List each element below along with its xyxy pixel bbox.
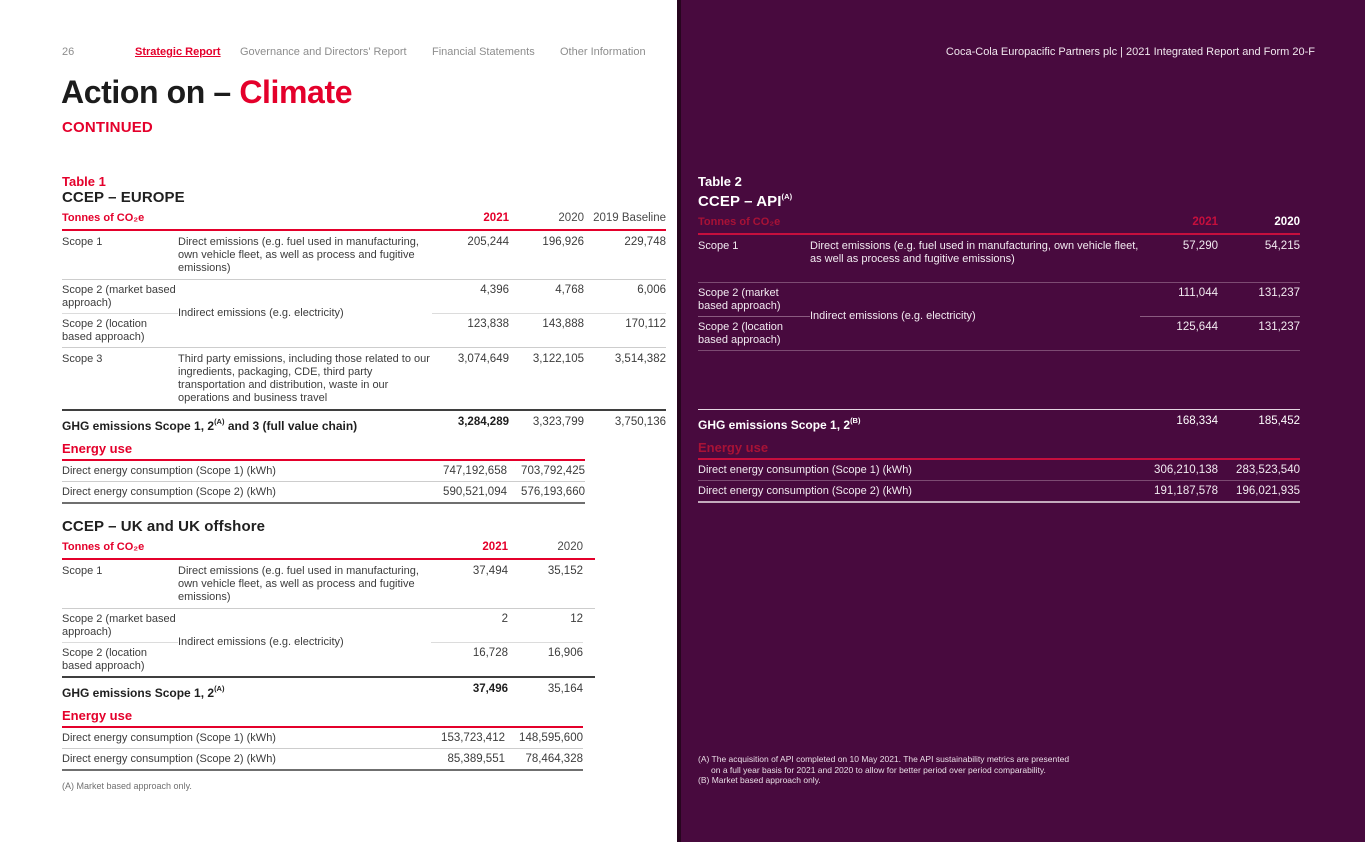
nav-item-strategic-report[interactable]: Strategic Report (135, 46, 221, 58)
table-row (62, 482, 585, 504)
col-2019-baseline: 2019 Baseline (593, 212, 666, 224)
value-2020: 54,215 (1264, 240, 1300, 252)
row-desc: Direct emissions (e.g. fuel used in manufacturing, own vehicle fleet, as well as process and fugitive emissions) (810, 240, 1139, 265)
value-2020: 196,021,935 (1236, 485, 1300, 497)
value-2020: 283,523,540 (1236, 464, 1300, 476)
spacer (698, 351, 1300, 409)
scope2-merged-rows (62, 609, 595, 678)
col-2021: 2021 (482, 541, 508, 553)
row-desc: Indirect emissions (e.g. electricity) (810, 310, 976, 322)
value-2021: 37,494 (472, 565, 508, 577)
footnote: (A) Market based approach only. (62, 781, 192, 791)
footnote-marker: (A) (214, 417, 225, 426)
table2-tag: Table 2 (698, 174, 742, 189)
scope2-merged-rows (698, 283, 1300, 351)
col-2021: 2021 (1192, 216, 1218, 228)
footnote-marker: (A) (781, 192, 793, 201)
row-label: Scope 3 (62, 353, 103, 365)
page-number: 26 (62, 46, 75, 58)
nav-item-other-information[interactable]: Other Information (560, 46, 646, 58)
row-label: Direct energy consumption (Scope 1) (kWh) (698, 464, 912, 476)
row-label: Scope 1 (698, 240, 739, 252)
table2-header-row (698, 214, 1300, 235)
value-2021: 37,496 (472, 683, 508, 695)
value-2020: 3,122,105 (532, 353, 584, 365)
table1-tag: Table 1 (62, 174, 106, 189)
value-2021: 3,284,289 (457, 416, 509, 428)
ghg-total-row (698, 409, 1300, 437)
col-2020: 2020 (557, 541, 583, 553)
row-label: Direct energy consumption (Scope 1) (kWh) (62, 732, 276, 744)
row-label: Scope 1 (62, 565, 103, 577)
row-label: Direct energy consumption (Scope 2) (kWh) (62, 486, 276, 498)
right-table (698, 174, 1300, 503)
panel-divider (677, 0, 681, 842)
value-2021: 2 (431, 609, 508, 643)
value-2020: 131,237 (1258, 321, 1300, 333)
value-2020: 703,792,425 (521, 465, 585, 477)
unit-label: Tonnes of CO₂e (62, 212, 145, 224)
energy-section (698, 441, 1300, 503)
row-label: Direct energy consumption (Scope 1) (kWh) (62, 465, 276, 477)
value-2021: 590,521,094 (443, 486, 507, 498)
row-label: Scope 2 (location based approach) (62, 318, 147, 343)
footnote: (B) Market based approach only. (698, 775, 821, 785)
report-header: Coca-Cola Europacific Partners plc | 2021 Integrated Report and Form 20-F (945, 46, 1315, 58)
table-row (698, 460, 1300, 481)
col-2020: 2020 (558, 212, 584, 224)
value-2021: 153,723,412 (441, 732, 505, 744)
table-row (62, 348, 666, 411)
col-2021: 2021 (483, 212, 509, 224)
value-2019: 170,112 (625, 318, 666, 330)
row-desc: Direct emissions (e.g. fuel used in manufacturing, own vehicle fleet, as well as process and fugitive emissions) (178, 565, 419, 603)
value-2021: 747,192,658 (443, 465, 507, 477)
footnote-marker: (A) (214, 684, 225, 693)
row-label: Scope 2 (market based approach) (62, 609, 178, 643)
value-2020: 185,452 (1258, 415, 1300, 427)
value-2021: 85,389,551 (447, 753, 505, 765)
ghg-total-row (62, 678, 595, 705)
page-title-black: Action on – (61, 74, 240, 110)
value-2020: 148,595,600 (519, 732, 583, 744)
value-2021: 57,290 (1182, 240, 1218, 252)
col-2020: 2020 (1274, 216, 1300, 228)
value-2020: 4,768 (509, 280, 584, 314)
value-2021: 306,210,138 (1154, 464, 1218, 476)
table-row (62, 728, 583, 749)
ghg-total-row (62, 411, 666, 438)
page-title-red: Climate (239, 74, 353, 110)
unit-label: Tonnes of CO₂e (698, 216, 781, 228)
total-label: GHG emissions Scope 1, 2$^{(A)}$ and 3 (full value chain) (62, 417, 358, 433)
value-2020: 35,164 (547, 683, 583, 695)
value-2020: 35,152 (547, 565, 583, 577)
row-desc: Indirect emissions (e.g. electricity) (178, 636, 344, 648)
value-2020: 576,193,660 (521, 486, 585, 498)
value-2020: 196,926 (542, 236, 584, 248)
row-label: Direct energy consumption (Scope 2) (kWh) (698, 485, 912, 497)
value-2021: 16,728 (472, 647, 508, 659)
row-label: Scope 2 (location based approach) (698, 321, 783, 346)
unit-label: Tonnes of CO₂e (62, 541, 145, 553)
continued-label: CONTINUED (62, 119, 153, 136)
value-2020: 16,906 (547, 647, 583, 659)
table-row (62, 560, 595, 609)
table-row (62, 461, 585, 482)
energy-section (62, 442, 597, 504)
energy-heading: Energy use (62, 442, 585, 461)
row-label: Scope 2 (market based approach) (62, 280, 178, 314)
row-desc: Indirect emissions (e.g. electricity) (178, 307, 344, 319)
row-label: Scope 1 (62, 236, 103, 248)
table-row (698, 481, 1300, 503)
footnotes (698, 754, 1069, 786)
value-2019: 3,750,136 (614, 416, 666, 428)
table2-region: CCEP – API$^{(A)}$ (698, 192, 793, 210)
value-2020: 131,237 (1218, 283, 1300, 317)
value-2020: 143,888 (542, 318, 584, 330)
value-2021: 111,044 (1140, 283, 1218, 317)
footnote: (A) The acquisition of API completed on 10 May 2021. The API sustainability metrics are presented (698, 754, 1070, 764)
row-label: Scope 2 (market based approach) (698, 283, 810, 317)
left-tables (62, 174, 666, 793)
footnote-continued: on a full year basis for 2021 and 2020 to allow for better period over period comparability. (711, 764, 1046, 775)
nav-item-financial-statements[interactable]: Financial Statements (432, 46, 535, 58)
value-2021: 125,644 (1176, 321, 1218, 333)
row-label: Direct energy consumption (Scope 2) (kWh) (62, 753, 276, 765)
page-title (61, 74, 352, 111)
value-2021: 123,838 (467, 318, 509, 330)
value-2020: 3,323,799 (532, 416, 584, 428)
value-2019: 6,006 (584, 280, 666, 314)
value-2019: 229,748 (624, 236, 666, 248)
table-row (698, 235, 1300, 283)
total-label: GHG emissions Scope 1, 2$^{(B)}$ (698, 416, 861, 432)
row-desc: Third party emissions, including those related to our ingredients, packaging, CDE, third party transportation and distribution, waste in our operations and business travel (178, 353, 430, 404)
value-2021: 205,244 (467, 236, 509, 248)
footnote-marker: (B) (850, 416, 861, 425)
tableuk-header-row (62, 539, 595, 560)
value-2021: 3,074,649 (457, 353, 509, 365)
table-row (62, 231, 666, 280)
table1-region: CCEP – EUROPE (62, 189, 185, 206)
table-row (62, 749, 583, 771)
value-2021: 168,334 (1176, 415, 1218, 427)
value-2021: 191,187,578 (1154, 485, 1218, 497)
value-2020: 78,464,328 (525, 753, 583, 765)
table1-header-row (62, 210, 666, 231)
value-2020: 12 (508, 609, 583, 643)
scope2-merged-rows (62, 280, 666, 348)
row-desc: Direct emissions (e.g. fuel used in manufacturing, own vehicle fleet, as well as process and fugitive emissions) (178, 236, 419, 274)
tableuk-region: CCEP – UK and UK offshore (62, 518, 266, 535)
nav-item-governance[interactable]: Governance and Directors' Report (240, 46, 407, 58)
value-2021: 4,396 (432, 280, 509, 314)
row-label: Scope 2 (location based approach) (62, 647, 147, 672)
energy-heading: Energy use (62, 709, 583, 728)
value-2019: 3,514,382 (614, 353, 666, 365)
energy-heading: Energy use (698, 441, 1300, 460)
energy-section (62, 709, 595, 771)
total-label: GHG emissions Scope 1, 2$^{(A)}$ (62, 684, 225, 700)
